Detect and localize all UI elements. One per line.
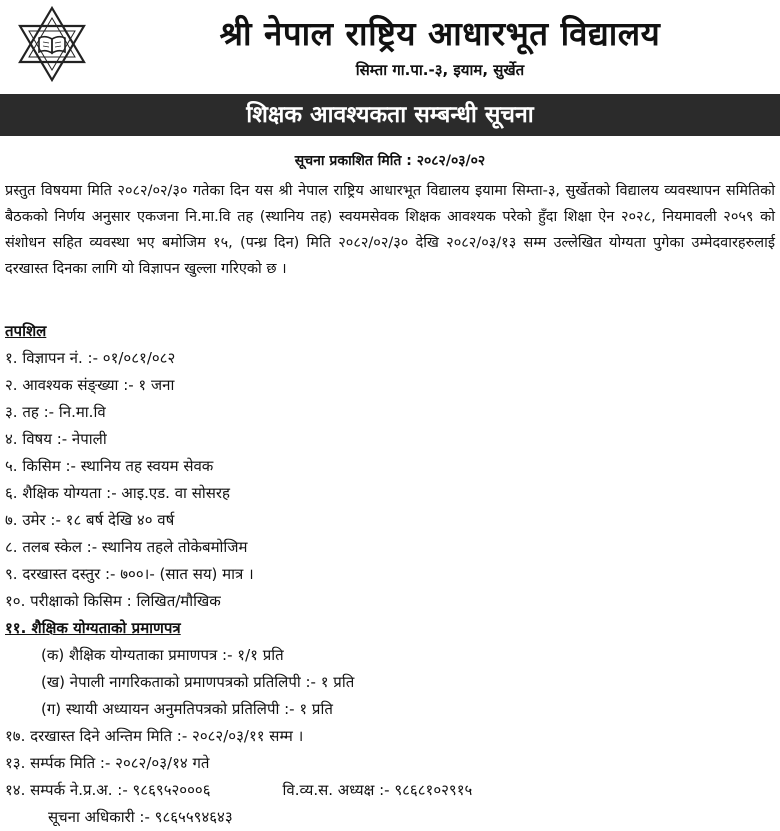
intro-paragraph: प्रस्तुत विषयमा मिति २०८२/०२/३० गतेका दिन यस श्री नेपाल राष्ट्रिय आधारभूत विद्यालय इयामा सिम्ता-३, सुर्खेतको विद्यालय व्यवस्थापन समितिको बैठकको निर्णय अनुसार एकजना नि.मा.वि तह (स्थानिय तह) स्वयमसेवक शिक्षक आवश्यक परेको हुँदा शिक्षा ऐन २०२८, नियमावली २०५९ को संशोधन सहित व्यवस्था भए बमोजिम १५, (पन्ध्र दिन) मिति २०८२/०२/३० देखि २०८२/०३/१३ सम्म उल्लेखित योग्यता पुगेका उम्मेदवारहरुलाई दरखास्त दिनका लागि यो विज्ञापन खुल्ला गरिएको छ । bbox=[5, 183, 775, 277]
certificate-item: (ग) स्थायी अध्यायन अनुमतिपत्रको प्रतिलिपी :- १ प्रति bbox=[41, 700, 333, 718]
school-logo-icon bbox=[12, 4, 92, 84]
list-item: ३. तह :- नि.मा.वि bbox=[5, 403, 106, 421]
details-heading: तपशिल bbox=[5, 322, 47, 340]
header bbox=[0, 0, 780, 90]
contact-info-officer: सूचना अधिकारी :- ९८६५५९४६४३ bbox=[48, 808, 233, 826]
deadline: १७. दरखास्त दिने अन्तिम मिति :- २०८२/०३/११ सम्म । bbox=[5, 727, 304, 745]
notice-title: शिक्षक आवश्यकता सम्बन्धी सूचना bbox=[0, 94, 780, 136]
list-item: ४. विषय :- नेपाली bbox=[5, 430, 107, 448]
certificates-heading: ११. शैक्षिक योग्यताको प्रमाणपत्र bbox=[5, 619, 181, 637]
list-item: ८. तलब स्केल :- स्थानिय तहले तोकेबमोजिम bbox=[5, 538, 248, 556]
contact-headmaster: १४. सम्पर्क ने.प्र.अ. :- ९८६९५२०००६ bbox=[5, 781, 211, 799]
list-item: २. आवश्यक संङ्ख्या :- १ जना bbox=[5, 376, 175, 394]
certificate-item: (ख) नेपाली नागरिकताको प्रमाणपत्रको प्रतिलिपी :- १ प्रति bbox=[41, 673, 355, 691]
certificate-item: (क) शैक्षिक योग्यताका प्रमाणपत्र :- १/१ प्रति bbox=[41, 646, 284, 664]
contact-row bbox=[5, 777, 775, 804]
school-address: सिम्ता गा.पा.-३, इयाम, सुर्खेत bbox=[355, 61, 525, 79]
list-item: ७. उमेर :- १८ बर्ष देखि ४० वर्ष bbox=[5, 511, 175, 529]
list-item: ५. किसिम :- स्थानिय तह स्वयम सेवक bbox=[5, 457, 214, 475]
published-date: सूचना प्रकाशित मिति : २०८२/०३/०२ bbox=[294, 153, 486, 169]
contact-date: १३. सर्म्पक मिति :- २०८२/०३/१४ गते bbox=[5, 754, 210, 772]
list-item: ९. दरखास्त दस्तुर :- ७००।- (सात सय) मात्र । bbox=[5, 565, 254, 583]
details-section bbox=[5, 318, 775, 831]
list-item: १०. परीक्षाको किसिम : लिखित/मौखिक bbox=[5, 592, 221, 610]
list-item: ६. शैक्षिक योग्यता :- आइ.एड. वा सोसरह bbox=[5, 484, 230, 502]
list-item: १. विज्ञापन नं. :- ०१/०८१/०८२ bbox=[5, 349, 176, 367]
contact-chairperson: वि.व्य.स. अध्यक्ष :- ९८६८१०२९१५ bbox=[282, 781, 473, 799]
school-name: श्री नेपाल राष्ट्रिय आधारभूत विद्यालय bbox=[219, 14, 661, 53]
